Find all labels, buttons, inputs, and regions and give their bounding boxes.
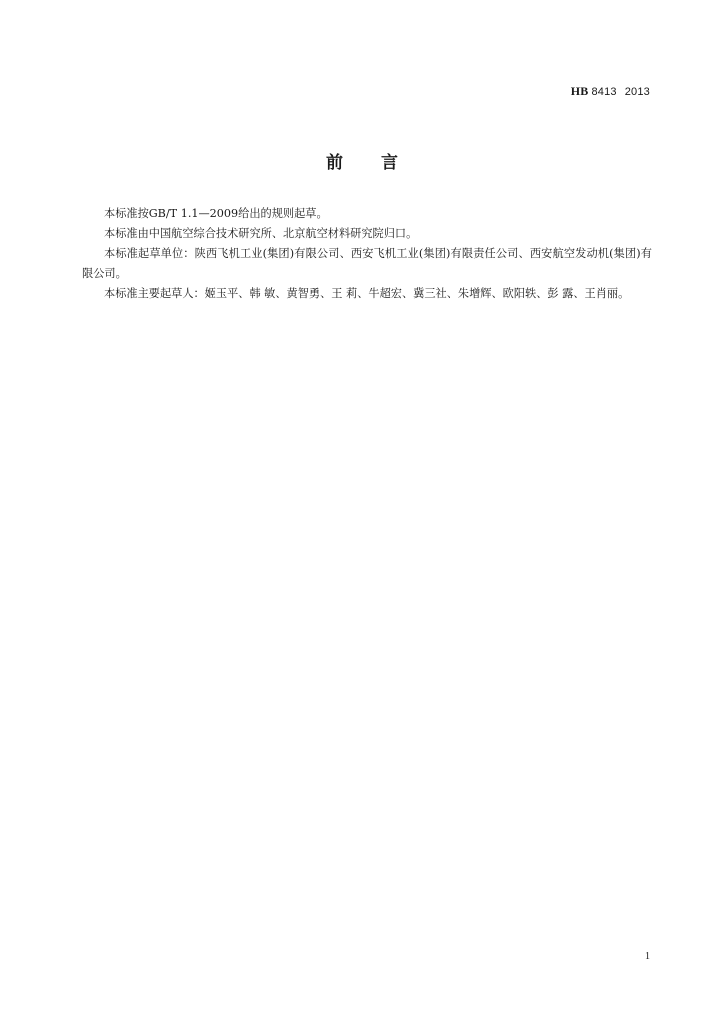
page-title bbox=[0, 148, 724, 173]
foreword-body bbox=[82, 204, 652, 304]
standard-number: 8413 bbox=[591, 86, 617, 98]
paragraph-administration: 本标准由中国航空综合技术研究所、北京航空材料研究院归口。 bbox=[104, 227, 418, 240]
page-number: 1 bbox=[645, 951, 650, 962]
standard-year: 2013 bbox=[624, 86, 650, 98]
paragraph-drafting-units: 本标准起草单位：陕西飞机工业(集团)有限公司、西安飞机工业(集团)有限责任公司、西安航空发动机(集团)有限公司。 bbox=[82, 247, 652, 280]
paragraph-drafting-rules: 本标准按GB/T 1.1—2009给出的规则起草。 bbox=[104, 207, 328, 220]
paragraph-drafters: 本标准主要起草人：姬玉平、韩 敏、黄智勇、王 莉、牛超宏、冀三社、朱增辉、欧阳轶、彭 露、王肖丽。 bbox=[104, 287, 630, 300]
standard-number-header bbox=[571, 84, 650, 99]
title-char-1: 前 bbox=[326, 153, 343, 173]
standard-code: HB bbox=[570, 84, 589, 98]
title-char-2: 言 bbox=[381, 153, 398, 173]
